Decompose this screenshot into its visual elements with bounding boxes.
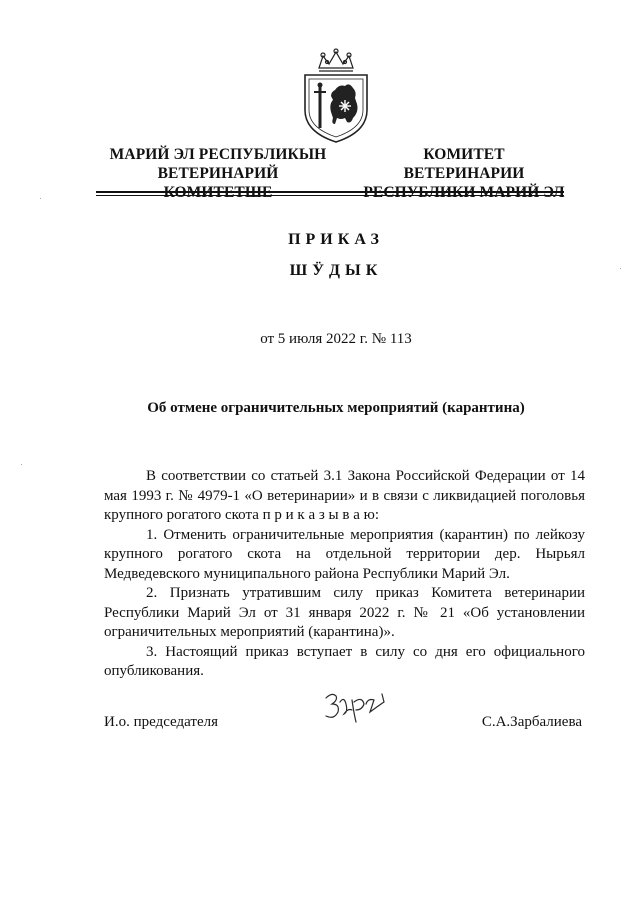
scan-speck: [40, 198, 41, 199]
header-left-mari: [104, 145, 332, 202]
scan-speck: [21, 464, 22, 465]
mari-el-coat-of-arms-icon: [301, 48, 371, 144]
body-paragraph-1: 1. Отменить ограничительные мероприятия (карантин) по лейкозу крупного рогатого скота на отдельной территории дер. Нырьял Медведевского муниципального района Республики Марий Эл.: [104, 526, 585, 582]
header-right-russian: [363, 145, 565, 202]
header-rule-thin: [96, 195, 564, 196]
document-type-mari: ШӰДЫК: [289, 262, 383, 279]
document-subject: Об отмене ограничительных мероприятий (карантина): [147, 400, 525, 416]
handwritten-signature: [318, 688, 398, 732]
body-paragraph-2: 2. Признать утратившим силу приказ Комитета ветеринарии Республики Марий Эл от 31 января 2022 г. № 21 «Об установлении ограничительных мероприятий (карантина)».: [104, 585, 585, 640]
body-paragraph-3: 3. Настоящий приказ вступает в силу со дня его официального опубликования.: [104, 643, 585, 679]
document-body: [104, 467, 585, 682]
header-left-line-2: ВЕТЕРИНАРИЙ: [157, 165, 279, 182]
header-rule-thick: [96, 191, 564, 193]
header-right-line-1: КОМИТЕТ ВЕТЕРИНАРИИ: [403, 146, 525, 182]
scan-speck: [620, 268, 621, 269]
header-left-line-1: МАРИЙ ЭЛ РЕСПУБЛИКЫН: [109, 146, 327, 163]
document-date-number: от 5 июля 2022 г. № 113: [260, 331, 412, 347]
signatory-position: И.о. председателя: [104, 714, 219, 730]
body-paragraph-preamble: В соответствии со статьей 3.1 Закона Российской Федерации от 14 мая 1993 г. № 4979-1 «О ветеринарии» и в связи с ликвидацией поголовья крупного рогатого скота п р и к а з ы в а ю:: [104, 468, 585, 523]
document-type-russian: ПРИКАЗ: [288, 231, 384, 248]
signatory-name: С.А.Зарбалиева: [481, 714, 582, 730]
